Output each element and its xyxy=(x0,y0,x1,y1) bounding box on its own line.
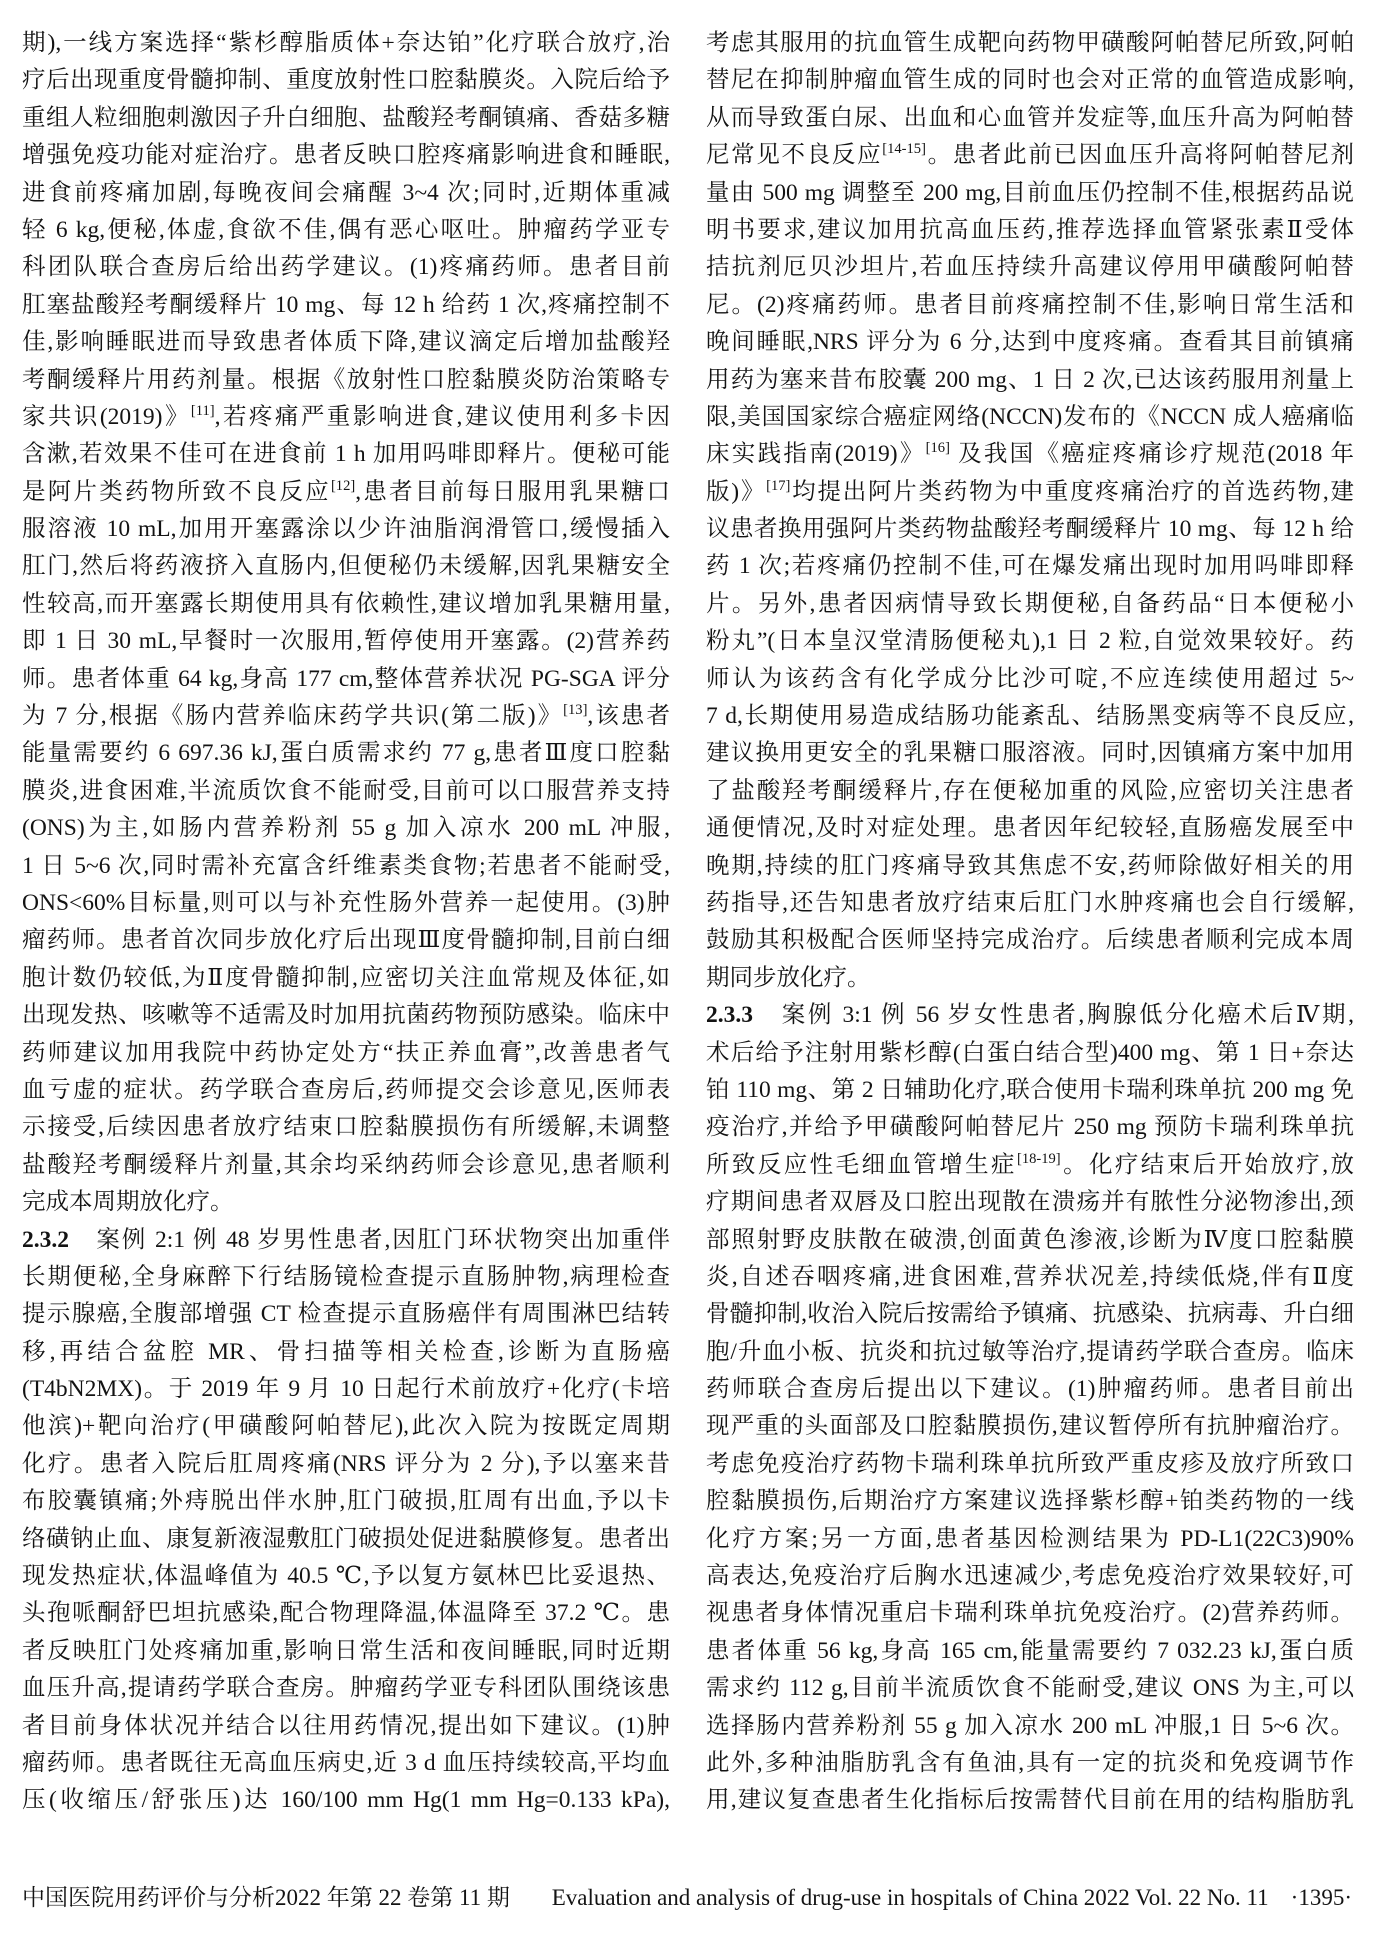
text-line: 替尼在抑制肿瘤血管生成的同时也会对正常的血管造成影响, xyxy=(706,67,1354,94)
text-line: 限,美国国家综合癌症网络(NCCN)发布的《NCCN 成人癌痛临 xyxy=(706,403,1354,430)
issue-info-cn: 2022 年第 22 卷第 11 期 xyxy=(275,1885,510,1910)
text-line: 骨髓抑制,收治入院后按需给予镇痛、抗感染、抗病毒、升白细 xyxy=(706,1301,1354,1328)
text-line: 完成本周期放化疗。 xyxy=(22,1189,234,1216)
text-line: 佳,影响睡眠进而导致患者体质下降,建议滴定后增加盐酸羟 xyxy=(22,329,670,356)
text-line: 血压升高,提请药学联合查房。肿瘤药学亚专科团队围绕该患 xyxy=(22,1675,670,1702)
text-line: 1 日 5~6 次,同时需补充富含纤维素类食物;若患者不能耐受, xyxy=(22,852,670,879)
text-line: (ONS)为主,如肠内营养粉剂 55 g 加入凉水 200 mL 冲服, xyxy=(22,815,670,842)
page-footer xyxy=(22,1880,1352,1916)
text-line: 肛塞盐酸羟考酮缓释片 10 mg、每 12 h 给药 1 次,疼痛控制不 xyxy=(22,291,670,318)
text-line: 瘤药师。患者首次同步放化疗后出现Ⅲ度骨髓抑制,目前白细 xyxy=(22,927,670,954)
text-line: 胞计数仍较低,为Ⅱ度骨髓抑制,应密切关注血常规及体征,如 xyxy=(22,964,670,991)
text-line: 服溶液 10 mL,加用开塞露涂以少许油脂润滑管口,缓慢插入 xyxy=(22,516,670,543)
text-line: 提示腺癌,全腹部增强 CT 检查提示直肠癌伴有周围淋巴结转 xyxy=(22,1301,670,1328)
text-line: 络磺钠止血、康复新液湿敷肛门破损处促进黏膜修复。患者出 xyxy=(22,1525,670,1552)
text-line: 版)》[17]均提出阿片类药物为中重度疼痛治疗的首选药物,建 xyxy=(706,477,1354,505)
text-line: 药师建议加用我院中药协定处方“扶正养血膏”,改善患者气 xyxy=(22,1039,670,1066)
text-line: 移,再结合盆腔 MR、骨扫描等相关检查,诊断为直肠癌 xyxy=(22,1338,670,1365)
text-line: 性较高,而开塞露长期使用具有依赖性,建议增加乳果糖用量, xyxy=(22,590,670,617)
text-line: 量由 500 mg 调整至 200 mg,目前血压仍控制不佳,根据药品说 xyxy=(706,179,1354,206)
text-line: 增强免疫功能对症治疗。患者反映口腔疼痛影响进食和睡眠, xyxy=(22,142,670,169)
text-line: 能量需要约 6 697.36 kJ,蛋白质需求约 77 g,患者Ⅲ度口腔黏 xyxy=(22,740,670,767)
text-line: (T4bN2MX)。于 2019 年 9 月 10 日起行术前放疗+化疗(卡培 xyxy=(22,1376,670,1403)
text-line: 药 1 次;若疼痛仍控制不佳,可在爆发痛出现时加用吗啡即释 xyxy=(706,553,1354,580)
journal-title-cn: 中国医院用药评价与分析 xyxy=(22,1885,275,1910)
text-line: 布胶囊镇痛;外痔脱出伴水肿,肛门破损,肛周有出血,予以卡 xyxy=(22,1488,670,1515)
text-line: 师。患者体重 64 kg,身高 177 cm,整体营养状况 PG-SGA 评分 xyxy=(22,665,670,692)
text-line: 从而导致蛋白尿、出血和心血管并发症等,血压升高为阿帕替 xyxy=(706,104,1354,131)
text-line: 术后给予注射用紫杉醇(白蛋白结合型)400 mg、第 1 日+奈达 xyxy=(706,1039,1354,1066)
text-line: 所致反应性毛细血管增生症[18-19]。化疗结束后开始放疗,放 xyxy=(706,1150,1354,1178)
text-line: 考虑其服用的抗血管生成靶向药物甲磺酸阿帕替尼所致,阿帕 xyxy=(706,30,1354,56)
text-line: 现严重的头面部及口腔黏膜损伤,建议暂停所有抗肿瘤治疗。 xyxy=(706,1413,1354,1440)
text-line: 议患者换用强阿片类药物盐酸羟考酮缓释片 10 mg、每 12 h 给 xyxy=(706,516,1354,543)
text-line: 师认为该药含有化学成分比沙可啶,不应连续使用超过 5~ xyxy=(706,665,1354,692)
text-line: 通便情况,及时对症处理。患者因年纪较轻,直肠癌发展至中 xyxy=(706,815,1354,842)
text-line: ONS<60%目标量,则可以与补充性肠外营养一起使用。(3)肿 xyxy=(22,889,670,916)
text-line: 用,建议复查患者生化指标后按需替代目前在用的结构脂肪乳 xyxy=(706,1787,1354,1814)
text-line: 尼常见不良反应[14-15]。患者此前已因血压升高将阿帕替尼剂 xyxy=(706,141,1354,169)
text-line: 高表达,免疫治疗后胸水迅速减少,考虑免疫治疗效果较好,可 xyxy=(706,1563,1354,1590)
text-line: 药师联合查房后提出以下建议。(1)肿瘤药师。患者目前出 xyxy=(706,1376,1354,1403)
text-line: 出现发热、咳嗽等不适需及时加用抗菌药物预防感染。临床中 xyxy=(22,1002,670,1029)
text-line: 长期便秘,全身麻醉下行结肠镜检查提示直肠肿物,病理检查 xyxy=(22,1263,670,1290)
text-line: 化疗方案;另一方面,患者基因检测结果为 PD-L1(22C3)90% xyxy=(706,1525,1354,1552)
text-line: 膜炎,进食困难,半流质饮食不能耐受,目前可以口服营养支持 xyxy=(22,777,670,804)
text-line: 2.3.3 案例 3:1 例 56 岁女性患者,胸腺低分化癌术后Ⅳ期, xyxy=(706,1002,1354,1029)
text-line: 铂 110 mg、第 2 日辅助化疗,联合使用卡瑞利珠单抗 200 mg 免 xyxy=(706,1076,1354,1103)
text-line: 含漱,若效果不佳可在进食前 1 h 加用吗啡即释片。便秘可能 xyxy=(22,441,670,468)
text-line: 肛门,然后将药液挤入直肠内,但便秘仍未缓解,因乳果糖安全 xyxy=(22,553,670,580)
text-line: 拮抗剂厄贝沙坦片,若血压持续升高建议停用甲磺酸阿帕替 xyxy=(706,254,1354,281)
text-line: 建议换用更安全的乳果糖口服溶液。同时,因镇痛方案中加用 xyxy=(706,740,1354,767)
text-line: 了盐酸羟考酮缓释片,存在便秘加重的风险,应密切关注患者 xyxy=(706,777,1354,804)
text-line: 此外,多种油脂肪乳含有鱼油,具有一定的抗炎和免疫调节作 xyxy=(706,1749,1354,1776)
text-line: 者反映肛门处疼痛加重,影响日常生活和夜间睡眠,同时近期 xyxy=(22,1637,670,1664)
text-line: 进食前疼痛加剧,每晚夜间会痛醒 3~4 次;同时,近期体重减 xyxy=(22,179,670,206)
text-line: 科团队联合查房后给出药学建议。(1)疼痛药师。患者目前 xyxy=(22,254,670,281)
text-line: 需求约 112 g,目前半流质饮食不能耐受,建议 ONS 为主,可以 xyxy=(706,1675,1354,1702)
journal-title-en: Evaluation and analysis of drug-use in hospitals of China 2022 Vol. 22 No. 11 xyxy=(551,1885,1269,1910)
text-line: 盐酸羟考酮缓释片剂量,其余均采纳药师会诊意见,患者顺利 xyxy=(22,1151,670,1178)
text-line: 疗后出现重度骨髓抑制、重度放射性口腔黏膜炎。入院后给予 xyxy=(22,67,670,94)
text-line: 患者体重 56 kg,身高 165 cm,能量需要约 7 032.23 kJ,蛋白质 xyxy=(706,1637,1354,1664)
text-line: 现发热症状,体温峰值为 40.5 ℃,予以复方氨林巴比妥退热、 xyxy=(22,1563,670,1590)
text-line: 粉丸”(日本皇汉堂清肠便秘丸),1 日 2 粒,自觉效果较好。药 xyxy=(706,628,1354,655)
text-line: 7 d,长期使用易造成结肠功能紊乱、结肠黑变病等不良反应, xyxy=(706,703,1354,730)
text-line: 鼓励其积极配合医师坚持完成治疗。后续患者顺利完成本周 xyxy=(706,927,1354,954)
text-line: 头孢哌酮舒巴坦抗感染,配合物理降温,体温降至 37.2 ℃。患 xyxy=(22,1600,670,1627)
text-line: 选择肠内营养粉剂 55 g 加入凉水 200 mL 冲服,1 日 5~6 次。 xyxy=(706,1712,1354,1739)
text-line: 示接受,后续因患者放疗结束口腔黏膜损伤有所缓解,未调整 xyxy=(22,1114,670,1141)
text-line: 重组人粒细胞刺激因子升白细胞、盐酸羟考酮镇痛、香菇多糖 xyxy=(22,104,670,131)
right-text-column xyxy=(706,25,1354,1820)
text-line: 瘤药师。患者既往无高血压病史,近 3 d 血压持续较高,平均血 xyxy=(22,1749,670,1776)
text-line: 部照射野皮肤散在破溃,创面黄色渗液,诊断为Ⅳ度口腔黏膜 xyxy=(706,1226,1354,1253)
text-line: 疗期间患者双唇及口腔出现散在溃疡并有脓性分泌物渗出,颈 xyxy=(706,1189,1354,1216)
text-line: 视患者身体情况重启卡瑞利珠单抗免疫治疗。(2)营养药师。 xyxy=(706,1600,1354,1627)
page-number: ·1395· xyxy=(1290,1885,1352,1910)
text-line: 他滨)+靶向治疗(甲磺酸阿帕替尼),此次入院为按既定周期 xyxy=(22,1413,670,1440)
text-line: 床实践指南(2019)》[16] 及我国《癌症疼痛诊疗规范(2018 年 xyxy=(706,440,1354,468)
text-line: 用药为塞来昔布胶囊 200 mg、1 日 2 次,已达该药服用剂量上 xyxy=(706,366,1354,393)
text-line: 明书要求,建议加用抗高血压药,推荐选择血管紧张素Ⅱ受体 xyxy=(706,216,1354,243)
text-line: 片。另外,患者因病情导致长期便秘,自备药品“日本便秘小 xyxy=(706,590,1354,617)
text-line: 为 7 分,根据《肠内营养临床药学共识(第二版)》[13],该患者 xyxy=(22,702,670,730)
text-line: 考虑免疫治疗药物卡瑞利珠单抗所致严重皮疹及放疗所致口 xyxy=(706,1450,1354,1477)
text-line: 考酮缓释片用药剂量。根据《放射性口腔黏膜炎防治策略专 xyxy=(22,366,670,393)
footer-chinese xyxy=(22,1880,510,1916)
text-line: 者目前身体状况并结合以往用药情况,提出如下建议。(1)肿 xyxy=(22,1712,670,1739)
text-line: 疫治疗,并给予甲磺酸阿帕替尼片 250 mg 预防卡瑞利珠单抗 xyxy=(706,1114,1354,1141)
text-line: 期),一线方案选择“紫杉醇脂质体+奈达铂”化疗联合放疗,治 xyxy=(22,30,670,56)
text-line: 胞/升血小板、抗炎和抗过敏等治疗,提请药学联合查房。临床 xyxy=(706,1338,1354,1365)
text-line: 2.3.2 案例 2:1 例 48 岁男性患者,因肛门环状物突出加重伴 xyxy=(22,1226,670,1253)
left-text-column xyxy=(22,25,670,1820)
footer-english xyxy=(552,1880,1352,1916)
text-line: 是阿片类药物所致不良反应[12],患者目前每日服用乳果糖口 xyxy=(22,477,670,505)
text-line: 即 1 日 30 mL,早餐时一次服用,暂停使用开塞露。(2)营养药 xyxy=(22,628,670,655)
text-line: 期同步放化疗。 xyxy=(706,964,871,991)
text-line: 药指导,还告知患者放疗结束后肛门水肿疼痛也会自行缓解, xyxy=(706,889,1354,916)
text-line: 晚期,持续的肛门疼痛导致其焦虑不安,药师除做好相关的用 xyxy=(706,852,1354,879)
text-line: 化疗。患者入院后肛周疼痛(NRS 评分为 2 分),予以塞来昔 xyxy=(22,1450,670,1477)
text-line: 晚间睡眠,NRS 评分为 6 分,达到中度疼痛。查看其目前镇痛 xyxy=(706,329,1354,356)
text-line: 压(收缩压/舒张压)达 160/100 mm Hg(1 mm Hg=0.133 kPa), xyxy=(22,1787,670,1814)
text-line: 炎,自述吞咽疼痛,进食困难,营养状况差,持续低烧,伴有Ⅱ度 xyxy=(706,1263,1354,1290)
text-line: 尼。(2)疼痛药师。患者目前疼痛控制不佳,影响日常生活和 xyxy=(706,291,1354,318)
text-line: 腔黏膜损伤,后期治疗方案建议选择紫杉醇+铂类药物的一线 xyxy=(706,1488,1354,1515)
text-line: 轻 6 kg,便秘,体虚,食欲不佳,偶有恶心呕吐。肿瘤药学亚专 xyxy=(22,216,670,243)
text-line: 家共识(2019)》[11],若疼痛严重影响进食,建议使用利多卡因 xyxy=(22,403,670,430)
text-line: 血亏虚的症状。药学联合查房后,药师提交会诊意见,医师表 xyxy=(22,1076,670,1103)
